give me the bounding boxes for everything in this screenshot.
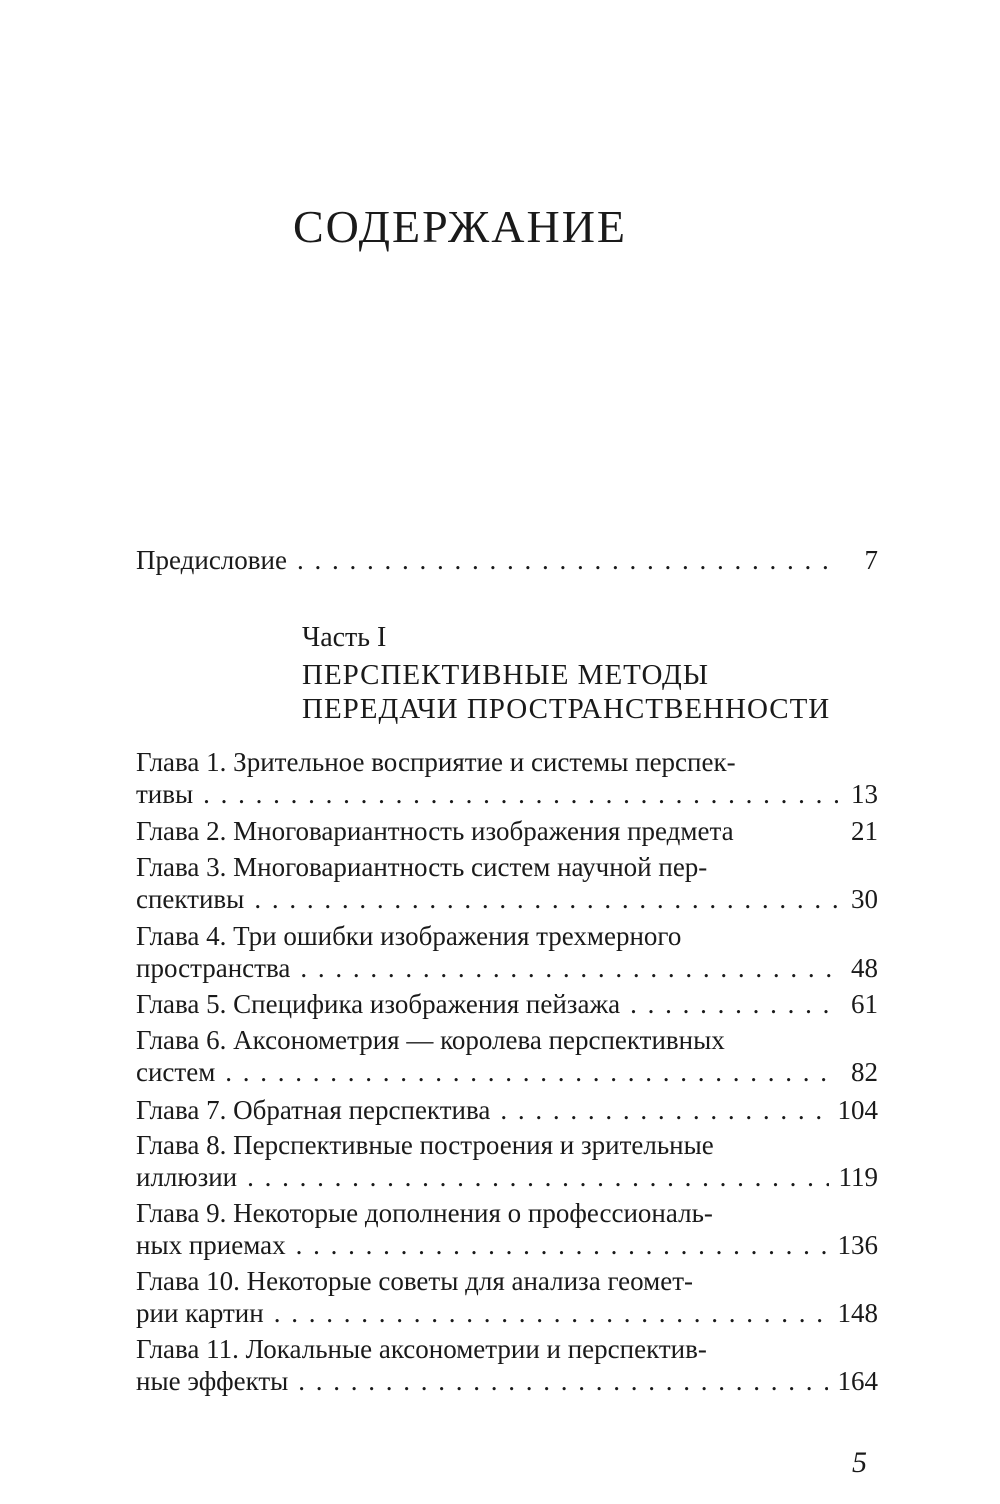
toc-entry-chapter-3-line1 — [136, 850, 878, 884]
entry-page: 61 — [851, 989, 878, 1019]
leader-dots — [254, 882, 838, 916]
leader-dots — [296, 1228, 828, 1262]
leader-dots — [300, 951, 838, 985]
entry-label: Глава 2. Многовариантность изображения предмета — [136, 816, 734, 846]
part-label: Часть I — [302, 622, 387, 653]
part-title-line2: ПЕРЕДАЧИ ПРОСТРАНСТВЕННОСТИ — [302, 693, 831, 725]
toc-entry-preface — [136, 543, 878, 577]
leader-dots — [274, 1296, 828, 1330]
entry-page: 48 — [851, 953, 878, 983]
toc-entry-chapter-6-line2 — [136, 1055, 878, 1089]
entry-label: Глава 4. Три ошибки изображения трехмерного — [136, 921, 682, 951]
entry-label: Глава 3. Многовариантность систем научной пер- — [136, 852, 708, 882]
leader-dots — [247, 1160, 828, 1194]
toc-entry-chapter-11-line2 — [136, 1364, 878, 1398]
leader-dots — [630, 987, 838, 1021]
entry-label-cont: тивы — [136, 779, 194, 809]
entry-page: 119 — [838, 1162, 878, 1192]
entry-label-cont: пространства — [136, 953, 291, 983]
entry-page: 104 — [837, 1095, 878, 1125]
toc-entry-chapter-3-line2 — [136, 882, 878, 916]
toc-entry-chapter-10-line2 — [136, 1296, 878, 1330]
toc-entry-chapter-11-line1 — [136, 1332, 878, 1366]
entry-label-cont: спективы — [136, 884, 245, 914]
entry-page: 164 — [837, 1366, 878, 1396]
toc-entry-chapter-9-line2 — [136, 1228, 878, 1262]
entry-label: Глава 8. Перспективные построения и зрительные — [136, 1130, 714, 1160]
toc-entry-chapter-8-line1 — [136, 1128, 878, 1162]
entry-page: 82 — [851, 1057, 878, 1087]
leader-dots — [203, 777, 838, 811]
toc-entry-chapter-6-line1 — [136, 1023, 878, 1057]
toc-entry-chapter-1-line1 — [136, 745, 878, 779]
entry-page: 7 — [864, 545, 878, 575]
leader-dots — [225, 1055, 838, 1089]
entry-label-cont: рии картин — [136, 1298, 264, 1328]
entry-page: 30 — [851, 884, 878, 914]
entry-label: Глава 1. Зрительное восприятие и системы перспек- — [136, 747, 736, 777]
entry-label: Глава 11. Локальные аксонометрии и перспектив- — [136, 1334, 707, 1364]
entry-label-cont: систем — [136, 1057, 216, 1087]
leader-dots — [500, 1093, 827, 1127]
page-number: 5 — [852, 1446, 867, 1479]
toc-entry-chapter-2 — [136, 814, 878, 848]
entry-page: 21 — [851, 816, 878, 846]
toc-entry-chapter-1-line2 — [136, 777, 878, 811]
toc-entry-chapter-9-line1 — [136, 1196, 878, 1230]
entry-label: Глава 10. Некоторые советы для анализа геомет- — [136, 1266, 694, 1296]
part-title-line1: ПЕРСПЕКТИВНЫЕ МЕТОДЫ — [302, 659, 710, 691]
toc-entry-chapter-10-line1 — [136, 1264, 878, 1298]
entry-label-cont: ные эффекты — [136, 1366, 289, 1396]
toc-entry-chapter-7 — [136, 1093, 878, 1127]
entry-label-cont: иллюзии — [136, 1162, 238, 1192]
toc-entry-chapter-4-line1 — [136, 919, 878, 953]
entry-page: 136 — [837, 1230, 878, 1260]
entry-label: Глава 6. Аксонометрия — королева перспективных — [136, 1025, 725, 1055]
entry-page: 148 — [837, 1298, 878, 1328]
leader-dots — [298, 1364, 827, 1398]
entry-label: Глава 5. Специфика изображения пейзажа — [136, 989, 621, 1019]
toc-entry-chapter-8-line2 — [136, 1160, 878, 1194]
toc-entry-chapter-5 — [136, 987, 878, 1021]
entry-label: Глава 9. Некоторые дополнения о профессиональ- — [136, 1198, 713, 1228]
toc-title: СОДЕРЖАНИЕ — [292, 201, 628, 252]
toc-entry-chapter-4-line2 — [136, 951, 878, 985]
entry-label-cont: ных приемах — [136, 1230, 286, 1260]
entry-label: Глава 7. Обратная перспектива — [136, 1095, 491, 1125]
leader-dots — [297, 543, 838, 577]
entry-label: Предисловие — [136, 545, 287, 575]
entry-page: 13 — [851, 779, 878, 809]
